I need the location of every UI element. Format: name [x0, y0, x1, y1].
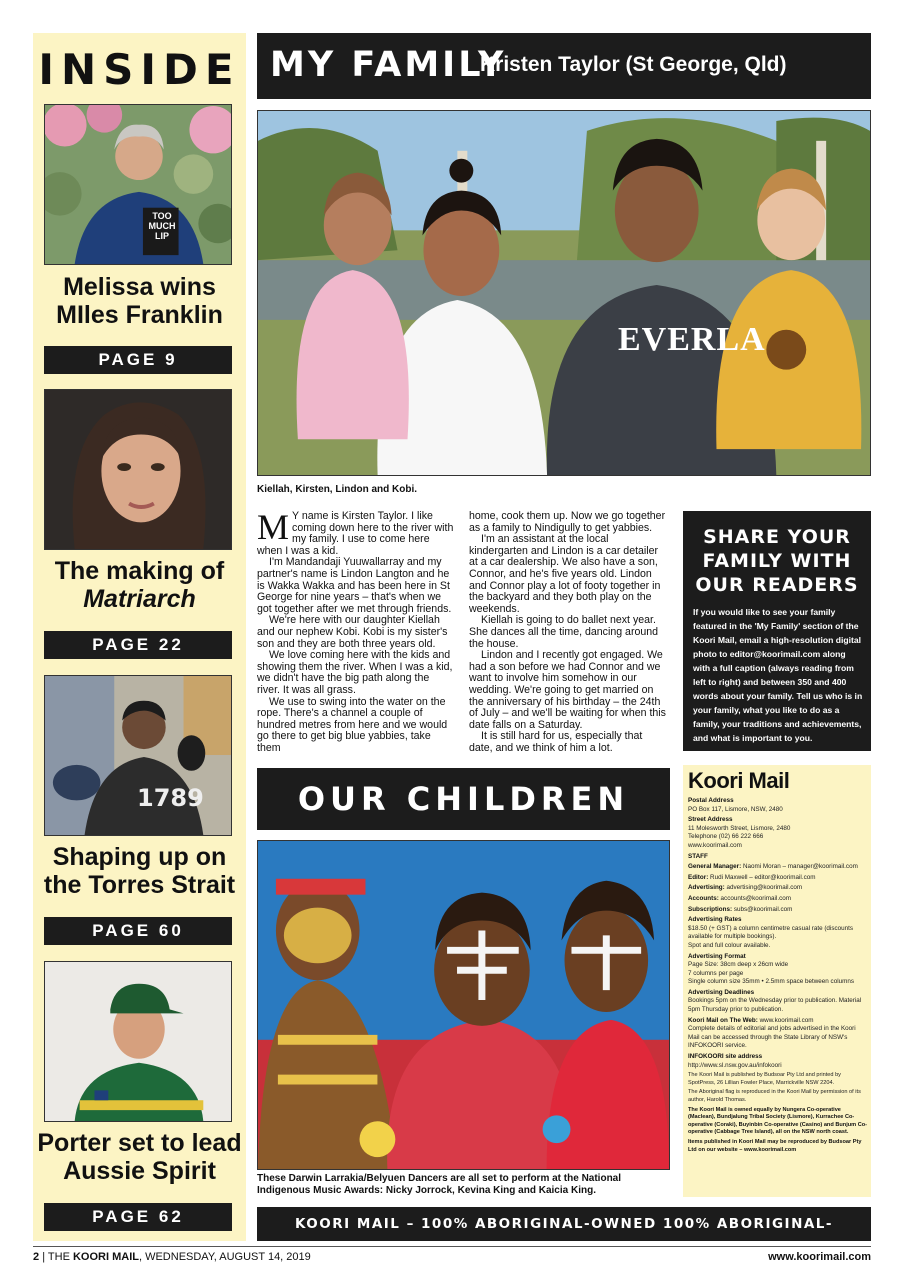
rates-text: $18.50 (+ GST) a column centimetre casual rate (discounts available for multiple bookings).: [688, 924, 854, 941]
folio-separator: |: [42, 1251, 46, 1263]
format-heading: Advertising Format: [688, 952, 746, 960]
page-link-9[interactable]: PAGE 9: [44, 346, 232, 374]
paragraph: Y name is Kirsten Taylor. I like coming down here to the river with my family. I use to come here when I was a kid.: [257, 510, 454, 557]
format-text: Page Size: 38cm deep x 26cm wide: [688, 961, 789, 969]
website-link[interactable]: www.koorimail.com: [688, 841, 742, 849]
shirt-brand-text: EVERLA: [618, 321, 766, 358]
torres-strait-photo[interactable]: [44, 675, 232, 836]
melissa-photo[interactable]: [44, 104, 232, 265]
flag-note: The Aboriginal flag is reproduced in the Koori Mail by permission of its author, Harold Thomas.: [688, 1089, 861, 1103]
page-number: 2: [33, 1251, 40, 1263]
matriarch-photo[interactable]: [44, 389, 232, 550]
paragraph: home, cook them up. Now we go together as a family to Nindigully to get yabbies.: [469, 510, 666, 534]
footer-website[interactable]: www.koorimail.com: [768, 1251, 871, 1263]
story-column-2: [469, 511, 667, 754]
story-headline-porter[interactable]: [33, 1129, 246, 1185]
paragraph: Lindon and I recently got engaged. We had a son before we had Connor and we want to involve him somehow in our wedding. We're going to get married on the anniversary of his birthday – the 24th of July – and we'll be waiting for when this date falls on a Saturday.: [469, 649, 666, 731]
headline-line: the Torres Strait: [43, 871, 236, 899]
issue-date: , WEDNESDAY, AUGUST 14, 2019: [138, 1251, 311, 1263]
onweb-text: Complete details of editorial and jobs advertised in the Koori Mail can be accessed through the State Library of NSW's INFOKOORI service.: [688, 1025, 856, 1050]
headline-line: Matriarch: [83, 585, 196, 613]
postal-address: PO Box 117, Lismore, NSW, 2480: [688, 805, 783, 813]
advertising-contact[interactable]: advertising@koorimail.com: [724, 884, 803, 892]
story-headline-matriarch[interactable]: [33, 557, 246, 613]
paragraph: We love coming here with the kids and showing them the river. When I was a kid, we didn't have the big path along the river. It was all grass.: [257, 649, 453, 696]
share-title: SHARE YOUR FAMILY WITH OUR READERS: [695, 526, 859, 596]
page-link-62[interactable]: PAGE 62: [44, 1203, 232, 1231]
koori-mail-masthead: [683, 765, 871, 1197]
children-photo-caption: These Darwin Larrakia/Belyuen Dancers are all set to perform at the National Indigenous Music Awards: Nicky Jorrock, Kevina King and Kaicia King.: [257, 1173, 622, 1196]
format-text: Single column size 35mm • 2.5mm space between columns: [688, 978, 854, 986]
my-family-title: MY FAMILY: [270, 45, 507, 85]
ownership-banner: KOORI MAIL – 100% ABORIGINAL-OWNED 100% ABORIGINAL-CONTROLLED: [257, 1207, 871, 1241]
porter-photo[interactable]: [44, 961, 232, 1122]
headline-line: Melissa wins: [63, 273, 216, 301]
footer-folio: [33, 1251, 311, 1263]
share-your-family-box: [683, 511, 871, 751]
gm-contact[interactable]: Naomi Moran – manager@koorimail.com: [741, 863, 858, 871]
street-address: 11 Molesworth Street, Lismore, 2480: [688, 824, 791, 832]
drop-cap: M: [257, 507, 290, 547]
share-body: If you would like to see your family featured in the 'My Family' section of the Koori Mail, email a high-resolution digital photo to editor@koorimail.com along with a full caption (always reading from left to right) and between 350 and 400 words about your family. Tell us who is in your family, what you like to do as a family, your traditions and achievements, and what is important to you.: [693, 607, 863, 743]
postal-heading: Postal Address: [688, 797, 734, 804]
onweb-link[interactable]: www.koorimail.com: [757, 1016, 814, 1024]
deadlines-text: Bookings 5pm on the Wednesday prior to publication. Material 5pm Thursday prior to publication.: [688, 997, 862, 1014]
paragraph: We're here with our daughter Kiellah and our nephew Kobi. Kobi is my sister's son and they are both three years old.: [257, 614, 448, 650]
headline-line: Aussie Spirit: [63, 1157, 216, 1185]
accounts-label: Accounts:: [688, 894, 719, 902]
paragraph: Kiellah is going to do ballet next year. She dances all the time, dancing around the house.: [469, 614, 659, 650]
headline-line: The making of: [54, 557, 225, 585]
story-column-1: [257, 507, 455, 754]
inside-title: INSIDE: [38, 45, 241, 94]
family-photo-caption: Kiellah, Kirsten, Lindon and Kobi.: [257, 484, 418, 495]
my-family-banner: [257, 33, 871, 99]
gm-label: General Manager:: [688, 863, 742, 871]
ownership-note: The Koori Mail is owned equally by Nungera Co-operative (Maclean), Bundjalung Tribal Society (Lismore), Kurrachee Co-operative (Coraki), Buyinbin Co-operative (Casino) and Bunjum Co-operative (Cabbage Tree Island), all on the NSW north coast.: [688, 1106, 868, 1136]
story-headline-torres[interactable]: [33, 843, 246, 899]
our-children-banner: OUR CHILDREN: [257, 768, 670, 830]
format-text: 7 columns per page: [688, 969, 744, 977]
headline-line: MIles Franklin: [56, 301, 223, 329]
accounts-contact[interactable]: accounts@koorimail.com: [718, 894, 791, 902]
rates-heading: Advertising Rates: [688, 916, 742, 924]
shirt-text: 1789: [137, 784, 204, 812]
reproduction-note: Items published in Koori Mail may be reproduced by Budsoar Pty Ltd on our website – www.koorimail.com: [688, 1138, 862, 1153]
rates-text: Spot and full colour available.: [688, 941, 771, 949]
page-link-60[interactable]: PAGE 60: [44, 917, 232, 945]
advertising-label: Advertising:: [688, 884, 725, 892]
paragraph: I'm Mandandaji Yuuwallarray and my partner's name is Lindon Langton and he is Wakka Wakka and has been here in St George for nine years – that's when we got together after we met through friends.: [257, 556, 452, 615]
paragraph: I'm an assistant at the local kindergarten and Lindon is a car detailer at a car dealership. We also have a son, Connor, and he's five years old. Lindon and Connor play a lot of footy together in the backyard and they both play on the weekends.: [469, 533, 661, 615]
street-heading: Street Address: [688, 816, 733, 824]
footer-rule: [33, 1246, 871, 1247]
headline-line: Shaping up on: [52, 843, 227, 871]
staff-heading: STAFF: [688, 852, 708, 860]
subscriptions-contact[interactable]: subs@koorimail.com: [732, 905, 793, 913]
masthead-title: Koori Mail: [688, 768, 790, 793]
paper-name: KOORI MAIL: [72, 1251, 139, 1263]
infokoori-heading: INFOKOORI site address: [688, 1053, 763, 1061]
editor-contact[interactable]: Rudi Maxwell – editor@koorimail.com: [708, 873, 816, 881]
my-family-subtitle: Kristen Taylor (St George, Qld): [480, 53, 787, 76]
paragraph: It is still hard for us, especially that date, and we think of him a lot.: [469, 730, 643, 754]
page-link-22[interactable]: PAGE 22: [44, 631, 232, 659]
subscriptions-label: Subscriptions:: [688, 905, 733, 913]
book-cover-text: TOO MUCH LIP: [148, 211, 176, 241]
deadlines-heading: Advertising Deadlines: [688, 988, 755, 996]
telephone: Telephone (02) 66 222 666: [688, 833, 764, 841]
masthead-details: [688, 797, 868, 1156]
story-headline-melissa[interactable]: [33, 273, 246, 329]
infokoori-link[interactable]: http://www.sl.nsw.gov.au/infokoori: [688, 1061, 782, 1069]
editor-label: Editor:: [688, 873, 709, 881]
publisher-note: The Koori Mail is published by Budsoar Pty Ltd and printed by SpotPress, 26 Lillian Fowler Place, Marrickville NSW 2204.: [688, 1072, 841, 1086]
headline-line: Porter set to lead: [37, 1129, 242, 1157]
family-photo[interactable]: [257, 110, 871, 476]
paragraph: We use to swing into the water on the rope. There's a channel a couple of hundred metres from here and we would go there to get big blue yabbies, take them: [257, 695, 448, 754]
paper-prefix: THE: [47, 1251, 70, 1263]
inside-sidebar: [33, 33, 246, 1241]
onweb-label: Koori Mail on The Web:: [688, 1016, 758, 1024]
children-photo[interactable]: [257, 840, 670, 1170]
